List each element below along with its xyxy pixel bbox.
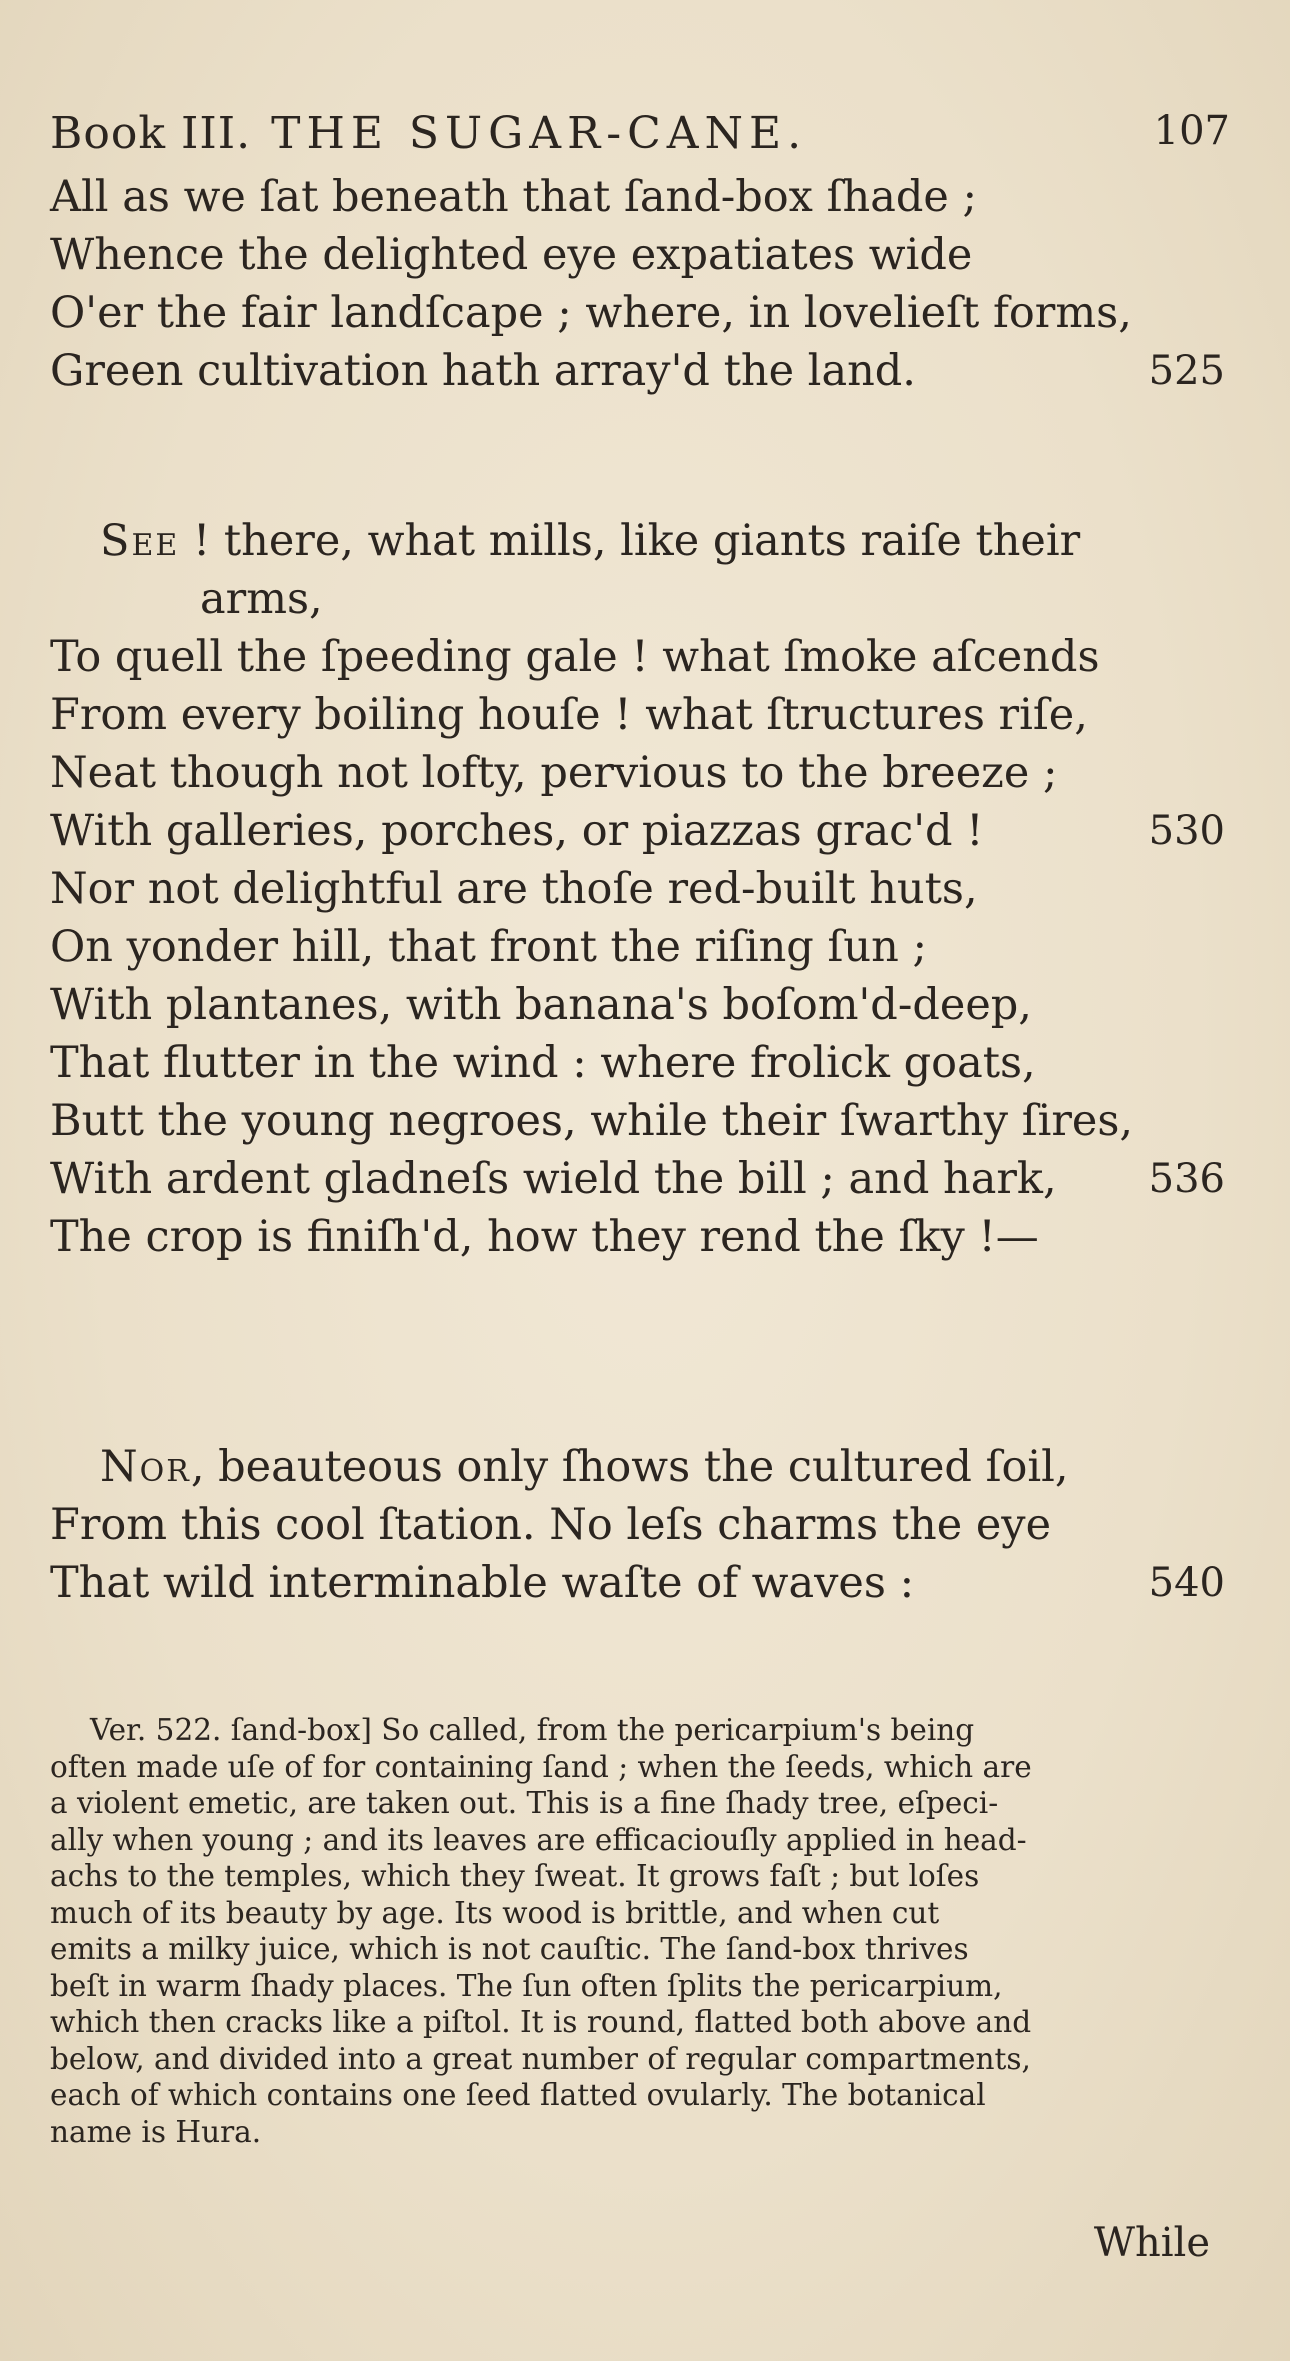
verse-line-opening: Nor, beauteous only ſhows the cultured ſoil, — [100, 1442, 1069, 1492]
small-caps-opening: See — [100, 516, 180, 566]
running-title — [50, 108, 807, 159]
footnote-line: below, and divided into a great number of regular compartments, — [50, 2041, 1031, 2076]
footnote-line: beſt in warm ſhady places. The ſun often ſplits the pericarpium, — [50, 1968, 1003, 2003]
small-caps-opening: Nor — [100, 1442, 191, 1492]
stanza-2 — [50, 512, 1225, 1266]
book-label: Book III. — [50, 108, 252, 159]
verse-line: All as we ſat beneath that ſand-box ſhade ; — [50, 172, 977, 222]
verse-line: Green cultivation hath array'd the land. 525 — [50, 342, 1225, 400]
line-number: 536 — [1148, 1156, 1225, 1202]
verse-line: The crop is finiſh'd, how they rend the ſky !— — [50, 1212, 1039, 1262]
footnote-line: emits a milky juice, which is not cauſtic. The ſand-box thrives — [50, 1932, 969, 1966]
footnote-line: name is Hura. — [50, 2114, 262, 2149]
verse-line: Nor not delightful are thoſe red-built huts, — [50, 864, 978, 914]
stanza-1 — [50, 168, 1225, 400]
footnote-line: much of its beauty by age. Its wood is brittle, and when cut — [50, 1895, 940, 1930]
verse-line: To quell the ſpeeding gale ! what ſmoke aſcends — [50, 632, 1100, 682]
footnote-line: achs to the temples, which they ſweat. It grows faſt ; but loſes — [50, 1859, 980, 1893]
verse-line: Whence the delighted eye expatiates wide — [50, 230, 973, 280]
catchword: While — [1093, 2220, 1210, 2266]
verse-line: That wild interminable waſte of waves : 540 — [50, 1554, 1225, 1612]
verse-line: On yonder hill, that front the riſing ſun ; — [50, 922, 927, 972]
verse-line: With galleries, porches, or piazzas grac'd ! 530 — [50, 802, 1225, 860]
verse-line: Butt the young negroes, while their ſwarthy ſires, — [50, 1096, 1134, 1146]
footnote-line: ally when young ; and its leaves are efficaciouſly applied in head- — [50, 1822, 1027, 1857]
verse-line: From every boiling houſe ! what ſtructures riſe, — [50, 690, 1088, 740]
verse-line: That flutter in the wind : where frolick goats, — [50, 1038, 1036, 1088]
footnote-line: a violent emetic, are taken out. This is a fine ſhady tree, eſpeci- — [50, 1786, 999, 1820]
verse-line: O'er the fair landſcape ; where, in lovelieſt forms, — [50, 288, 1132, 338]
stanza-3 — [50, 1438, 1225, 1612]
verse-line-opening: See ! there, what mills, like giants raiſe their — [100, 516, 1081, 566]
verse-line: Neat though not lofty, pervious to the breeze ; — [50, 748, 1058, 798]
verse-line: With plantanes, with banana's boſom'd-deep, — [50, 980, 1032, 1030]
running-header — [50, 108, 1230, 168]
footnote-line: often made uſe of for containing ſand ; when the ſeeds, which are — [50, 1749, 1032, 1784]
page-number: 107 — [1153, 108, 1230, 154]
verse-turnover: arms, — [200, 574, 323, 624]
footnote — [50, 1712, 1225, 2150]
line-number: 525 — [1148, 348, 1225, 394]
line-number: 540 — [1148, 1560, 1225, 1606]
line-number: 530 — [1148, 808, 1225, 854]
footnote-line: which then cracks like a piſtol. It is round, flatted both above and — [50, 2005, 1032, 2039]
verse-line: From this cool ſtation. No leſs charms the eye — [50, 1500, 1052, 1550]
poem-title: THE SUGAR-CANE. — [271, 108, 808, 159]
verse-line: With ardent gladneſs wield the bill ; and hark, 536 — [50, 1150, 1225, 1208]
footnote-line: Ver. 522. ſand-box] So called, from the pericarpium's being — [90, 1713, 975, 1747]
footnote-line: each of which contains one ſeed flatted ovularly. The botanical — [50, 2078, 986, 2112]
